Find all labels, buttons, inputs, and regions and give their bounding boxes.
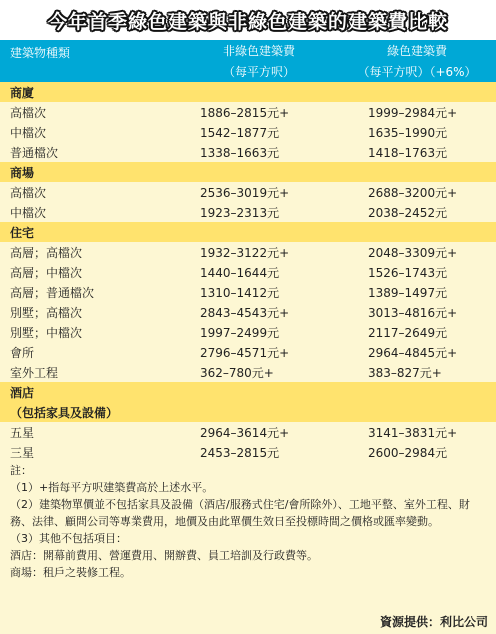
- table-row: [0, 142, 496, 162]
- green-cost: 3141–3831元+: [368, 425, 458, 440]
- non-green-cost: 1886–2815元+: [200, 105, 290, 120]
- header-col-green-label: 綠色建築費: [386, 44, 447, 58]
- row-label: 室外工程: [10, 365, 59, 380]
- non-green-cost: 2453–2815元: [200, 445, 280, 460]
- header-col-green: [338, 40, 496, 82]
- table-row: [0, 322, 496, 342]
- note-line: 商場：租戶之裝修工程。: [10, 566, 131, 579]
- table-row: [0, 302, 496, 322]
- row-label: 高層；中檔次: [10, 265, 83, 280]
- non-green-cost: 1338–1663元: [200, 145, 280, 160]
- row-label: 中檔次: [10, 125, 47, 140]
- non-green-cost: 2536–3019元+: [200, 185, 290, 200]
- green-cost: 2964–4845元+: [368, 345, 458, 360]
- table-header: [0, 40, 496, 82]
- row-label: 高層；高檔次: [10, 245, 83, 260]
- row-label: 會所: [10, 345, 35, 360]
- row-label: 普通檔次: [10, 145, 59, 160]
- category-label: （包括家具及設備）: [10, 405, 119, 420]
- header-col-type-label: 建築物種類: [10, 46, 71, 60]
- non-green-cost: 2843–4543元+: [200, 305, 290, 320]
- table-row: [0, 342, 496, 362]
- header-col-green-sub: （每平方呎）（+6%）: [357, 65, 477, 79]
- note-line: 酒店：開幕前費用、營運費用、開辦費、員工培訓及行政費等。: [10, 549, 318, 562]
- category-row: [0, 162, 496, 182]
- green-cost: 1418–1763元: [368, 145, 448, 160]
- table-row: [0, 122, 496, 142]
- green-cost: 1635–1990元: [368, 125, 448, 140]
- row-label: 高檔次: [10, 185, 47, 200]
- green-cost: 1389–1497元: [368, 285, 448, 300]
- row-label: 別墅；高檔次: [10, 305, 83, 320]
- table-row: [0, 362, 496, 382]
- category-row: [0, 402, 496, 422]
- table-row: [0, 442, 496, 462]
- category-label: 酒店: [10, 385, 35, 400]
- note-line: （3）其他不包括項目：: [10, 532, 127, 545]
- non-green-cost: 1932–3122元+: [200, 245, 290, 260]
- non-green-cost: 2796–4571元+: [200, 345, 290, 360]
- table-row: [0, 182, 496, 202]
- row-label: 別墅；中檔次: [10, 325, 83, 340]
- non-green-cost: 1997–2499元: [200, 325, 280, 340]
- non-green-cost: 2964–3614元+: [200, 425, 290, 440]
- non-green-cost: 1440–1644元: [200, 265, 280, 280]
- green-cost: 2600–2984元: [368, 445, 448, 460]
- category-row: [0, 222, 496, 242]
- table-row: [0, 202, 496, 222]
- page-title: 今年首季綠色建築與非綠色建築的建築費比較: [47, 10, 448, 33]
- category-label: 商場: [10, 165, 35, 180]
- green-cost: 2038–2452元: [368, 205, 448, 220]
- table-row: [0, 102, 496, 122]
- table-row: [0, 282, 496, 302]
- row-label: 高層；普通檔次: [10, 285, 95, 300]
- category-row: [0, 382, 496, 402]
- category-row: [0, 82, 496, 102]
- green-cost: 1999–2984元+: [368, 105, 458, 120]
- note-line: 註：: [10, 464, 32, 477]
- notes: [0, 462, 496, 581]
- category-label: 商廈: [10, 85, 35, 100]
- green-cost: 3013–4816元+: [368, 305, 458, 320]
- table-body: [0, 82, 496, 462]
- table-row: [0, 262, 496, 282]
- non-green-cost: 362–780元+: [200, 365, 274, 380]
- non-green-cost: 1923–2313元: [200, 205, 280, 220]
- green-cost: 1526–1743元: [368, 265, 448, 280]
- header-col-type: [0, 40, 180, 82]
- title-bar: [0, 0, 496, 40]
- green-cost: 2048–3309元+: [368, 245, 458, 260]
- row-label: 五星: [10, 425, 35, 440]
- row-label: 中檔次: [10, 205, 47, 220]
- green-cost: 2117–2649元: [368, 325, 448, 340]
- non-green-cost: 1542–1877元: [200, 125, 280, 140]
- row-label: 高檔次: [10, 105, 47, 120]
- non-green-cost: 1310–1412元: [200, 285, 280, 300]
- header-col-non-green: [180, 40, 338, 82]
- row-label: 三星: [10, 445, 35, 460]
- table-row: [0, 422, 496, 442]
- header-col-non-green-label: 非綠色建築費: [222, 44, 295, 58]
- green-cost: 383–827元+: [368, 365, 442, 380]
- source-credit: 資源提供：利比公司: [379, 615, 488, 629]
- note-line: （2）建築物單價並不包括家具及設備（酒店/服務式住宅/會所除外）、工地平整、室外工程、財務、法律、顧問公司等專業費用，地價及由此單價生效日至投標時間之價格或匯率變動。: [10, 498, 470, 528]
- category-label: 住宅: [10, 225, 35, 240]
- green-cost: 2688–3200元+: [368, 185, 458, 200]
- table-row: [0, 242, 496, 262]
- header-col-non-green-sub: （每平方呎）: [222, 65, 295, 79]
- note-line: （1）+指每平方呎建築費高於上述水平。: [10, 481, 214, 494]
